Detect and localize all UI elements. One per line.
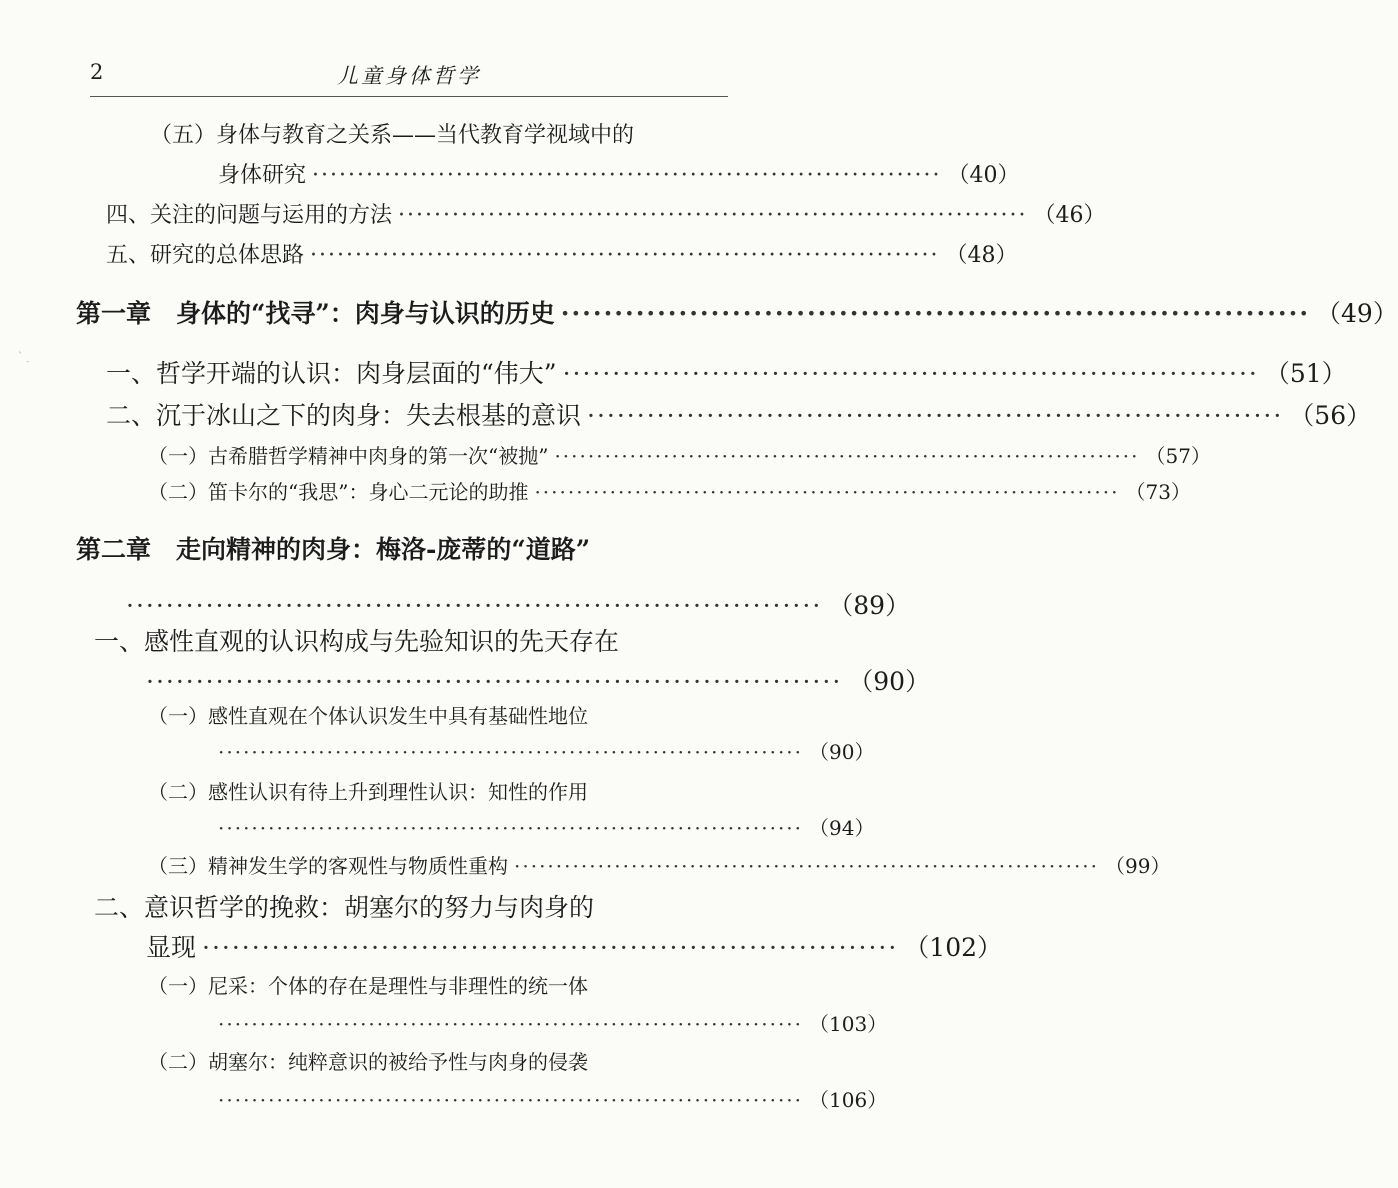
toc-entry-page: （56）	[1289, 401, 1372, 430]
toc-entry	[106, 198, 1106, 229]
toc-entry	[148, 700, 680, 729]
toc-entry-page: （89）	[828, 591, 911, 620]
toc-entry-text: （一）尼采：个体的存在是理性与非理性的统一体	[148, 974, 588, 998]
toc-entry-page: （51）	[1264, 359, 1347, 388]
toc-entry-text: 身体研究	[218, 163, 307, 188]
toc-entry-page: （102）	[904, 933, 1003, 962]
toc-entry-page: （49）	[1316, 299, 1398, 328]
dot-leader: ······································································	[310, 243, 940, 268]
toc-entry	[120, 586, 911, 622]
toc-entry-page: （103）	[809, 1012, 888, 1036]
toc-entry-page: （48）	[945, 243, 1018, 268]
running-header	[90, 56, 728, 97]
toc-entry-page: （73）	[1125, 480, 1191, 504]
toc-entry-text: （二）胡塞尔：纯粹意识的被给予性与肉身的侵袭	[148, 1050, 588, 1074]
toc-entry-text: 二、意识哲学的挽救：胡塞尔的努力与肉身的	[94, 893, 595, 922]
toc-entry-text: 显现	[146, 933, 197, 962]
toc-entry-text: 四、关注的问题与运用的方法	[106, 203, 393, 228]
toc-entry-text: （五）身体与教育之关系——当代教育学视域中的	[150, 123, 635, 148]
toc-entry	[148, 440, 1211, 469]
toc-entry	[218, 158, 1020, 189]
dot-leader: ······································································	[218, 740, 804, 764]
toc-entry-text: 第一章 身体的“找寻”：肉身与认识的历史	[76, 299, 555, 328]
toc-entry-page: （90）	[809, 740, 875, 764]
dot-leader: ······································································	[514, 854, 1100, 878]
toc-entry-page: （94）	[809, 816, 875, 840]
toc-entry-text: 一、哲学开端的认识：肉身层面的“伟大”	[106, 359, 557, 388]
toc-entry-text: 第二章 走向精神的肉身：梅洛-庞蒂的“道路”	[76, 535, 591, 564]
toc-entry	[140, 662, 931, 698]
dot-leader: ······································································	[202, 933, 899, 962]
toc-entry	[212, 1008, 888, 1037]
toc-entry-text: 五、研究的总体思路	[106, 243, 305, 268]
toc-entry-page: （46）	[1033, 203, 1106, 228]
toc-entry	[148, 776, 680, 805]
toc-entry	[94, 888, 680, 924]
toc-entry	[148, 476, 1191, 505]
toc-entry-text: （二）笛卡尔的“我思”：身心二元论的助推	[148, 480, 529, 504]
book-title: 儿童身体哲学	[337, 64, 481, 88]
toc-entry-text: （一）感性直观在个体认识发生中具有基础性地位	[148, 704, 588, 728]
toc-entry	[212, 812, 875, 841]
toc-entry	[148, 1046, 680, 1075]
dot-leader: ······································································	[560, 299, 1311, 328]
page-number: 2	[90, 60, 104, 84]
dot-leader: ······································································	[398, 203, 1028, 228]
toc-entry	[212, 736, 875, 765]
dot-leader: ······································································	[312, 163, 942, 188]
toc-entry	[150, 118, 680, 149]
toc-entry-text: （二）感性认识有待上升到理性认识：知性的作用	[148, 780, 588, 804]
dot-leader: ······································································	[218, 1012, 804, 1036]
toc-entry-text: 一、感性直观的认识构成与先验知识的先天存在	[94, 627, 620, 656]
toc-entry	[106, 238, 1018, 269]
toc-entry	[148, 970, 680, 999]
toc-entry-text: （一）古希腊哲学精神中肉身的第一次“被抛”	[148, 444, 549, 468]
chapter-heading	[76, 294, 1398, 330]
toc-entry-page: （106）	[809, 1088, 888, 1112]
toc-entry-page: （90）	[848, 667, 931, 696]
dot-leader: ······································································	[534, 480, 1120, 504]
toc-entry-text: （三）精神发生学的客观性与物质性重构	[148, 854, 508, 878]
toc-entry-text: 二、沉于冰山之下的肉身：失去根基的意识	[106, 401, 582, 430]
dot-leader: ······································································	[587, 401, 1284, 430]
toc-entry	[146, 928, 1003, 964]
dot-leader: ······································································	[126, 591, 823, 620]
toc-entry-page: （57）	[1145, 444, 1211, 468]
chapter-heading	[76, 530, 680, 566]
toc-entry	[148, 850, 1171, 879]
toc-entry-page: （99）	[1105, 854, 1171, 878]
toc-entry	[106, 396, 1372, 432]
dot-leader: ······································································	[554, 444, 1140, 468]
dot-leader: ······································································	[562, 359, 1259, 388]
toc-entry	[94, 622, 680, 658]
ink-smudge: ˋ ˎ	[18, 352, 30, 363]
dot-leader: ······································································	[218, 1088, 804, 1112]
dot-leader: ······································································	[218, 816, 804, 840]
toc-entry	[106, 354, 1347, 390]
toc-entry-page: （40）	[947, 163, 1020, 188]
dot-leader: ······································································	[146, 667, 843, 696]
toc-entry	[212, 1084, 888, 1113]
